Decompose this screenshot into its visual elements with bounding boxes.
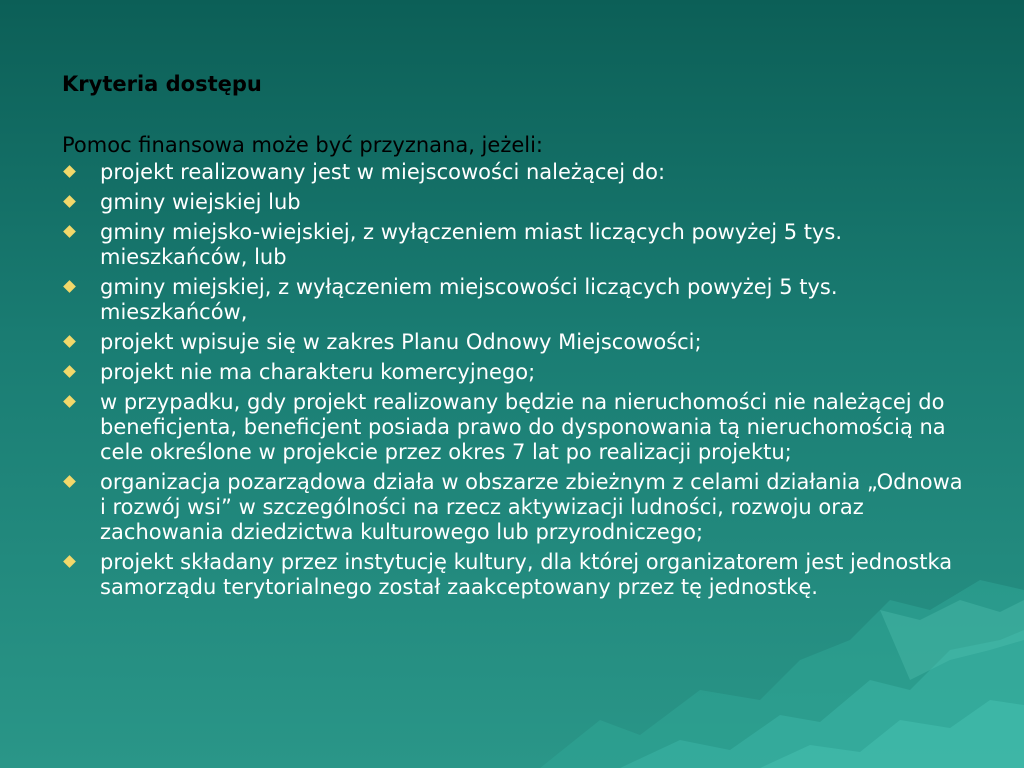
- diamond-bullet-icon: [63, 365, 76, 378]
- list-item: [62, 190, 972, 215]
- slide-content: [62, 68, 972, 605]
- list-item: [62, 470, 972, 545]
- diamond-bullet-icon: [63, 280, 76, 293]
- intro-text: Pomoc finansowa może być przyznana, jeżeli:: [62, 133, 544, 157]
- list-item: [62, 330, 972, 355]
- list-item-text: gminy miejskiej, z wyłączeniem miejscowości liczących powyżej 5 tys. mieszkańców,: [100, 275, 838, 324]
- list-item: [62, 275, 972, 325]
- list-item: [62, 160, 972, 185]
- list-item-text: w przypadku, gdy projekt realizowany będzie na nieruchomości nie należącej do beneficjenta, beneficjent posiada prawo do dysponowania tą nieruchomością na cele określone w projekcie przez okres 7 lat po realizacji projektu;: [100, 390, 946, 464]
- diamond-bullet-icon: [63, 195, 76, 208]
- list-item-text: organizacja pozarządowa działa w obszarze zbieżnym z celami działania „Odnowa i rozwój wsi” w szczególności na rzecz aktywizacji ludności, rozwoju oraz zachowania dziedzictwa kulturowego lub przyrodniczego;: [100, 470, 963, 544]
- list-item: [62, 550, 972, 600]
- list-item: [62, 360, 972, 385]
- diamond-bullet-icon: [63, 475, 76, 488]
- list-item-text: gminy miejsko-wiejskiej, z wyłączeniem miast liczących powyżej 5 tys. mieszkańców, lub: [100, 220, 843, 269]
- list-item-text: projekt realizowany jest w miejscowości należącej do:: [100, 160, 666, 184]
- diamond-bullet-icon: [63, 395, 76, 408]
- diamond-bullet-icon: [63, 225, 76, 238]
- diamond-bullet-icon: [63, 555, 76, 568]
- diamond-bullet-icon: [63, 335, 76, 348]
- bullet-list: [62, 160, 972, 600]
- diamond-bullet-icon: [63, 165, 76, 178]
- list-item-text: gminy wiejskiej lub: [100, 190, 301, 214]
- list-item-text: projekt wpisuje się w zakres Planu Odnowy Miejscowości;: [100, 330, 702, 354]
- list-item-text: projekt nie ma charakteru komercyjnego;: [100, 360, 536, 384]
- slide-title: Kryteria dostępu: [62, 72, 262, 96]
- list-item: [62, 390, 972, 465]
- list-item-text: projekt składany przez instytucję kultury, dla której organizatorem jest jednostka samorządu terytorialnego został zaakceptowany przez tę jednostkę.: [100, 550, 953, 599]
- list-item: [62, 220, 972, 270]
